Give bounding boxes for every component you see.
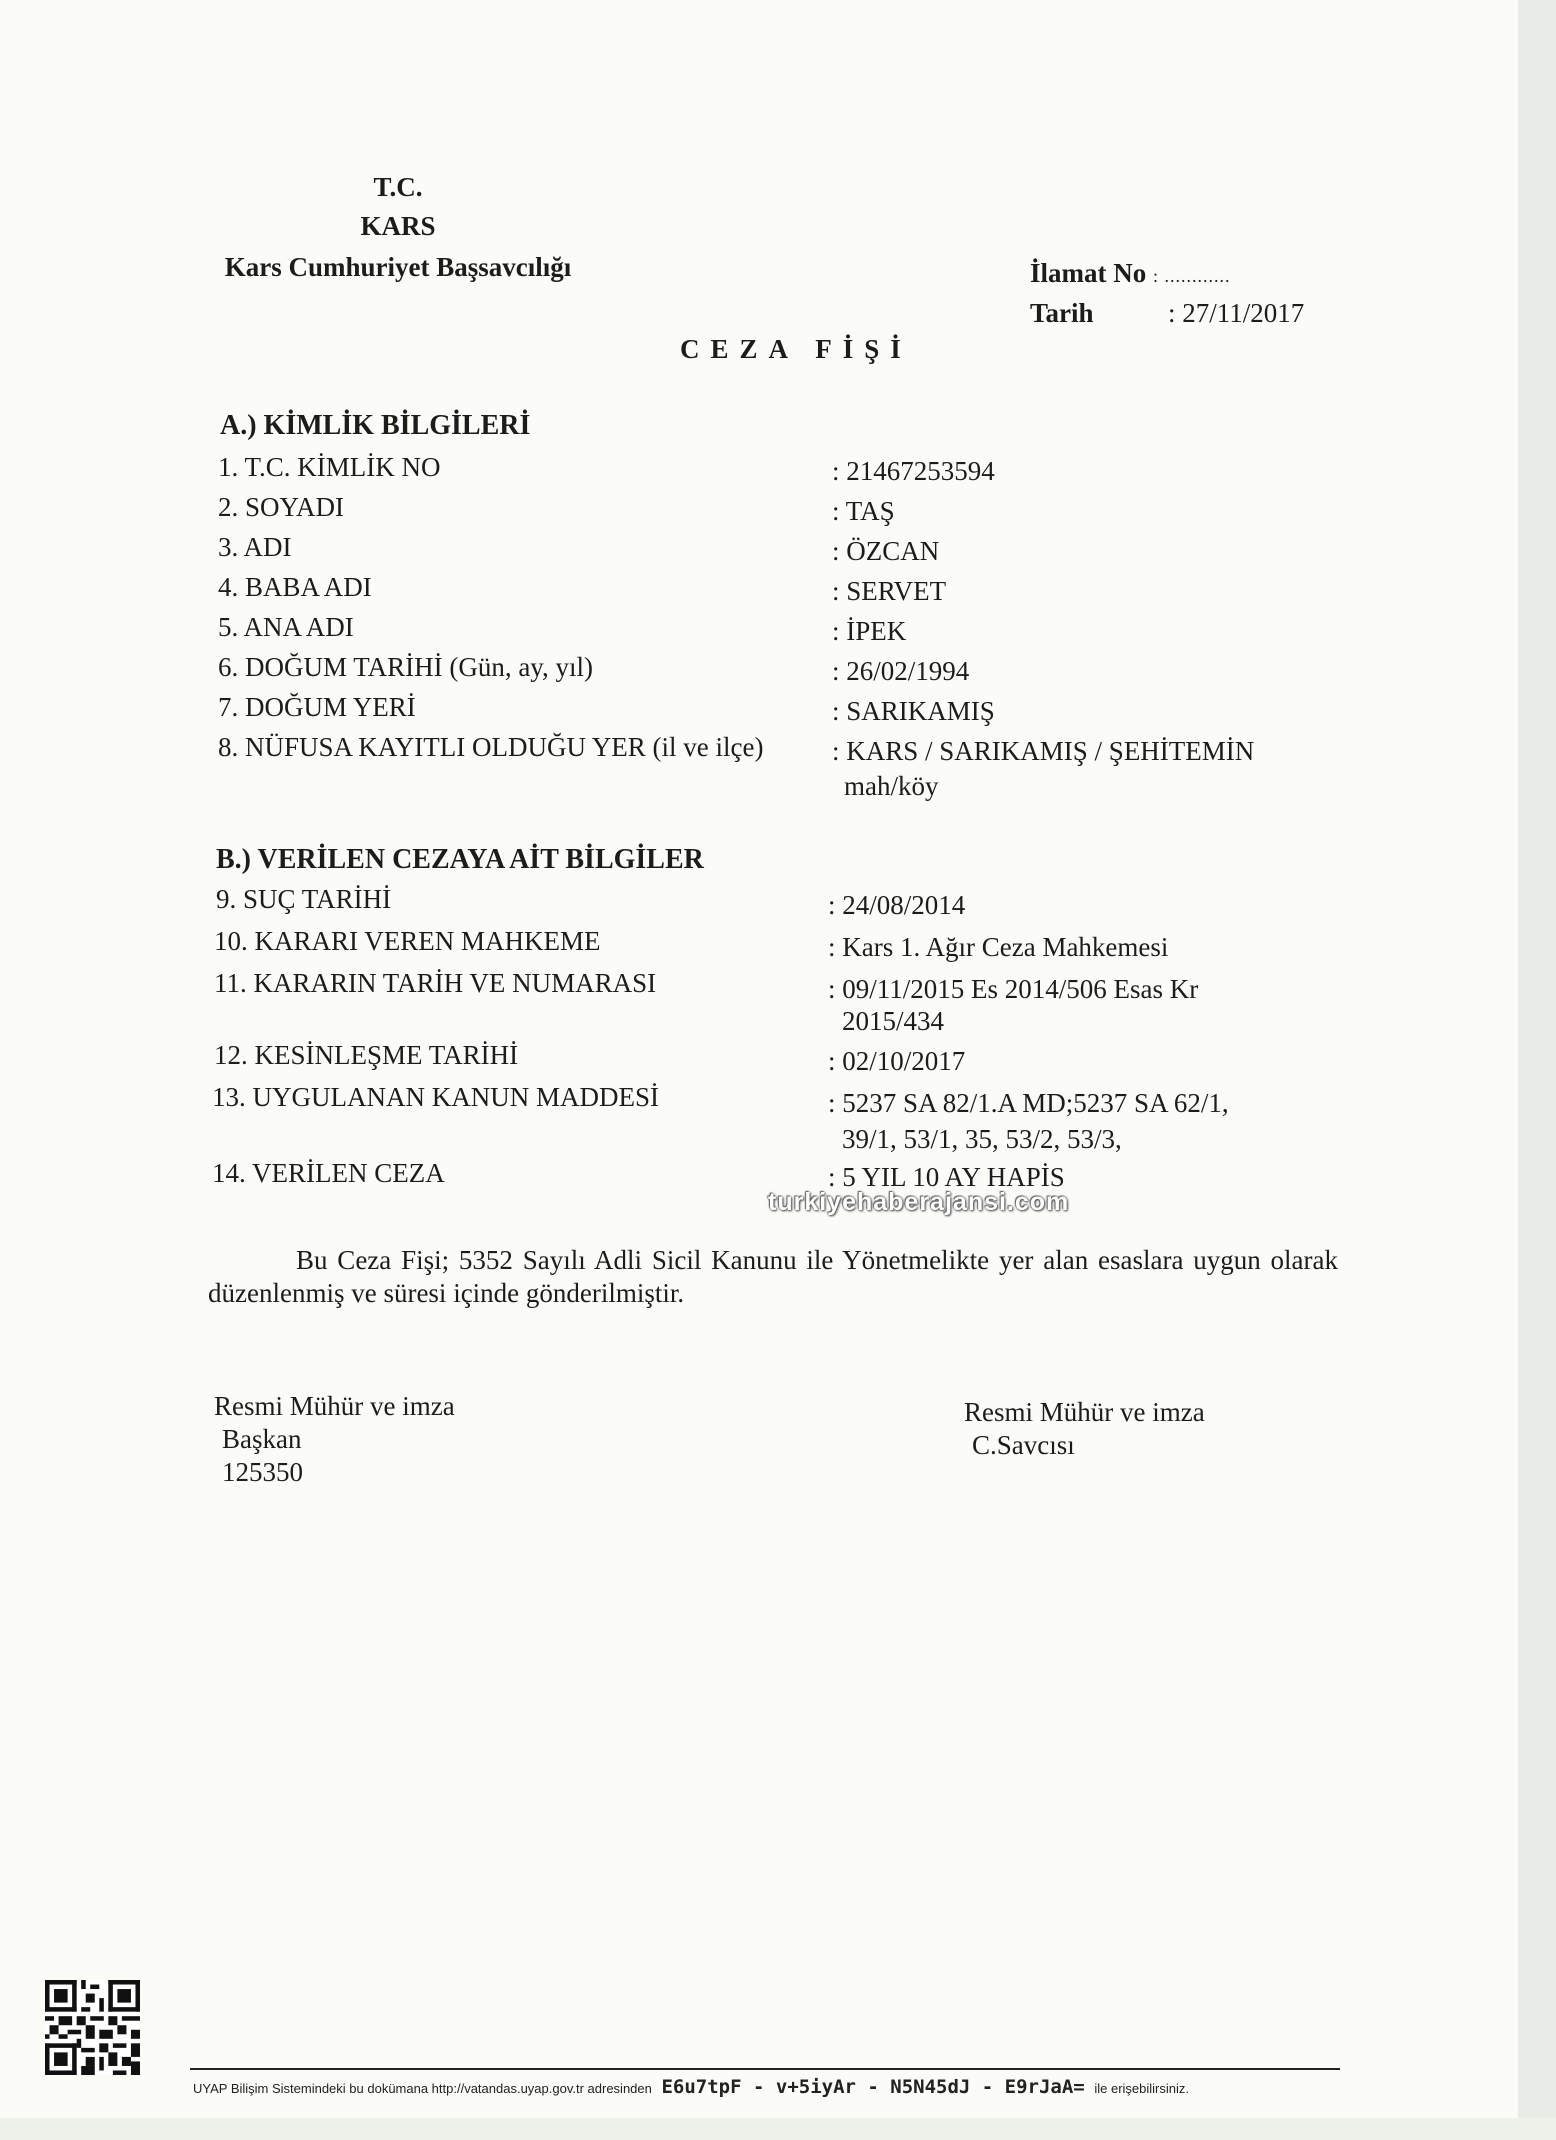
scan-bottom-edge	[0, 2118, 1556, 2140]
header-tc: T.C.	[373, 172, 423, 202]
section-b-title: B.) VERİLEN CEZAYA AİT BİLGİLER	[216, 844, 704, 875]
document-title: CEZA FİŞİ	[680, 334, 912, 364]
field-value-registry-line2: mah/köy	[844, 771, 939, 801]
tarih-value: : 27/11/2017	[1168, 298, 1305, 328]
field-label-decision: 11. KARARIN TARİH VE NUMARASI	[214, 968, 657, 998]
signature-right-title: C.Savcısı	[972, 1430, 1075, 1460]
signature-left-title: Başkan	[222, 1424, 302, 1454]
field-value-law: : 5237 SA 82/1.A MD;5237 SA 62/1,	[828, 1088, 1229, 1118]
field-value-crime-date: : 24/08/2014	[828, 890, 966, 920]
field-value-law-line2: 39/1, 53/1, 35, 53/2, 53/3,	[842, 1124, 1122, 1154]
footer	[193, 2076, 1189, 2098]
field-value-registry: : KARS / SARIKAMIŞ / ŞEHİTEMİN	[832, 736, 1255, 766]
field-value-sentence: : 5 YIL 10 AY HAPİS	[828, 1162, 1065, 1192]
signature-left-caption: Resmi Mühür ve imza	[214, 1391, 455, 1421]
signature-right-caption: Resmi Mühür ve imza	[964, 1397, 1205, 1427]
signature-left	[214, 1390, 455, 1489]
field-label-crime-date: 9. SUÇ TARİHİ	[216, 884, 392, 914]
header-city: KARS	[360, 211, 436, 241]
footer-rule	[190, 2068, 1340, 2070]
field-value-birthdate: : 26/02/1994	[832, 656, 970, 686]
field-label-tc: 1. T.C. KİMLİK NO	[218, 452, 441, 482]
footer-prefix: UYAP Bilişim Sistemindeki bu dokümana http://vatandas.uyap.gov.tr adresinden	[193, 2081, 652, 2096]
ilamat-value: : ............	[1153, 266, 1231, 286]
header-office: Kars Cumhuriyet Başsavcılığı	[224, 252, 572, 282]
footer-suffix: ile erişebilirsiniz.	[1094, 2081, 1189, 2096]
ilamat-row	[1030, 258, 1231, 289]
field-value-surname: : TAŞ	[832, 496, 895, 526]
field-value-father: : SERVET	[832, 576, 947, 606]
statement-paragraph: Bu Ceza Fişi; 5352 Sayılı Adli Sicil Kanunu ile Yönetmelikte yer alan esaslara uygun olarak düzenlenmiş ve süresi içinde gönderilmiştir.	[208, 1245, 1338, 1308]
scan-page-edge	[1518, 0, 1556, 2140]
field-value-decision-line2: 2015/434	[842, 1006, 945, 1036]
field-label-mother: 5. ANA ADI	[218, 612, 354, 642]
field-value-mother: : İPEK	[832, 616, 907, 646]
field-label-court: 10. KARARI VEREN MAHKEME	[214, 926, 601, 956]
watermark: turkiyehaberajansi.com	[768, 1188, 1070, 1216]
section-a-title: A.) KİMLİK BİLGİLERİ	[220, 410, 531, 441]
field-value-finalization: : 02/10/2017	[828, 1046, 966, 1076]
field-label-birthplace: 7. DOĞUM YERİ	[218, 692, 416, 722]
ilamat-label: İlamat No	[1030, 258, 1147, 288]
field-label-registry: 8. NÜFUSA KAYITLI OLDUĞU YER (il ve ilçe)	[218, 732, 764, 762]
field-label-surname: 2. SOYADI	[218, 492, 345, 522]
field-value-court: : Kars 1. Ağır Ceza Mahkemesi	[828, 932, 1169, 962]
field-label-birthdate: 6. DOĞUM TARİHİ (Gün, ay, yıl)	[218, 652, 594, 682]
field-label-name: 3. ADI	[218, 532, 292, 562]
qr-code-icon	[45, 1980, 140, 2075]
field-value-tc: : 21467253594	[832, 456, 995, 486]
signature-right	[964, 1396, 1205, 1462]
field-label-sentence: 14. VERİLEN CEZA	[212, 1158, 445, 1188]
field-label-law: 13. UYGULANAN KANUN MADDESİ	[212, 1082, 659, 1112]
signature-left-id: 125350	[222, 1457, 303, 1487]
field-value-name: : ÖZCAN	[832, 536, 940, 566]
tarih-label: Tarih	[1030, 298, 1094, 328]
field-value-birthplace: : SARIKAMIŞ	[832, 696, 995, 726]
field-label-father: 4. BABA ADI	[218, 572, 372, 602]
field-value-decision: : 09/11/2015 Es 2014/506 Esas Kr	[828, 974, 1199, 1004]
field-label-finalization: 12. KESİNLEŞME TARİHİ	[214, 1040, 519, 1070]
footer-verification-code: E6u7tpF - v+5iyAr - N5N45dJ - E9rJaA=	[661, 2076, 1085, 2098]
